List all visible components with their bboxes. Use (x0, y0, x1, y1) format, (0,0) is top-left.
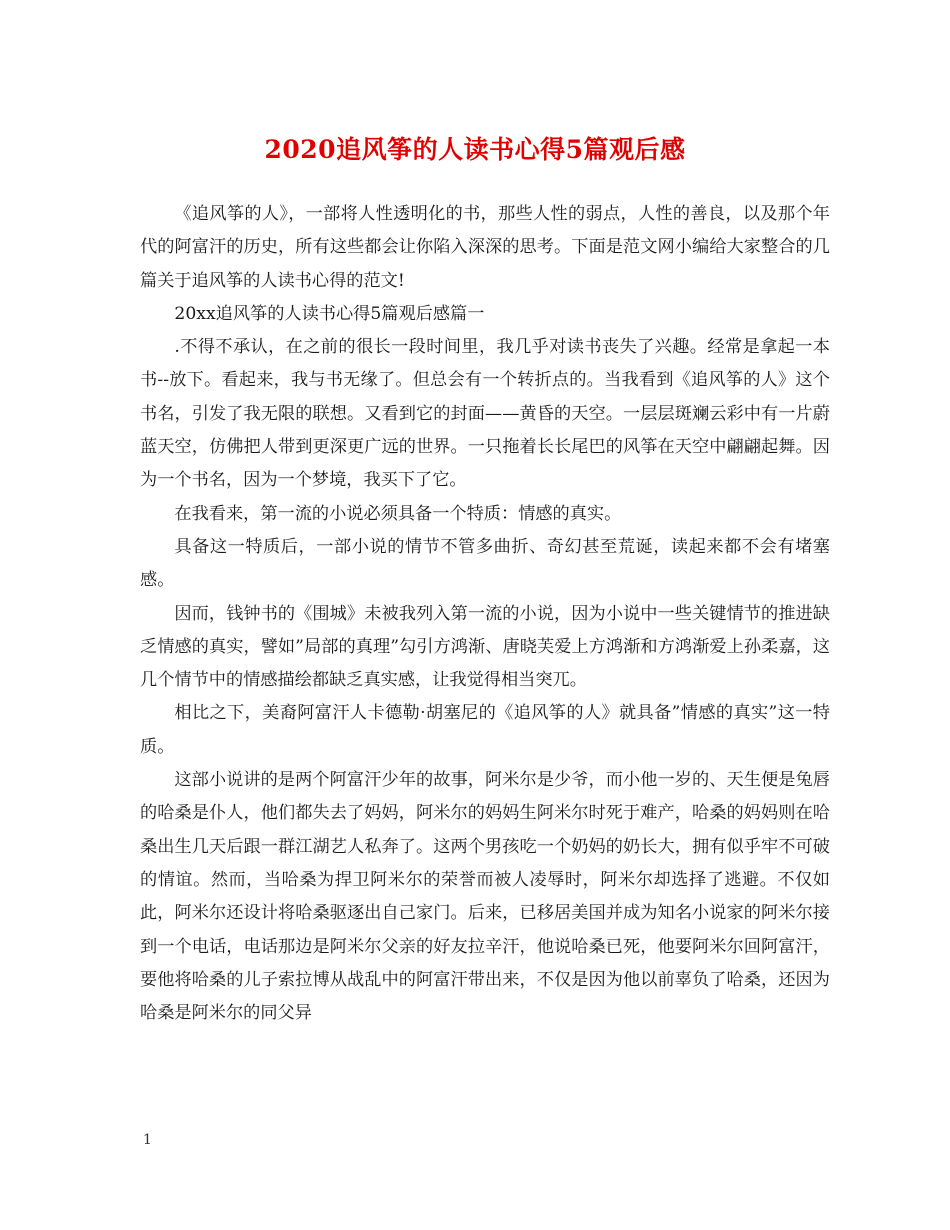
document-body (140, 198, 830, 1030)
paragraph-reading-interest: .不得不承认，在之前的很长一段时间里，我几乎对读书丧失了兴趣。经常是拿起一本书--放下。看起来，我与书无缘了。但总会有一个转折点的。当我看到《追风筝的人》这个书名，引发了我无限的联想。又看到它的封面——黄昏的天空。一层层斑斓云彩中有一片蔚蓝天空，仿佛把人带到更深更广远的世界。一只拖着长长尾巴的风筝在天空中翩翩起舞。因为一个书名，因为一个梦境，我买下了它。 (140, 337, 830, 491)
paragraph-comparison: 相比之下，美裔阿富汗人卡德勒·胡塞尼的《追风筝的人》就具备”情感的真实”这一特质。 (140, 703, 830, 757)
paragraph-story-summary: 这部小说讲的是两个阿富汗少年的故事，阿米尔是少爷，而小他一岁的、天生便是兔唇的哈桑是仆人，他们都失去了妈妈，阿米尔的妈妈生阿米尔时死于难产，哈桑的妈妈则在哈桑出生几天后跟一群江湖艺人私奔了。这两个男孩吃一个奶妈的奶长大，拥有似乎牢不可破的情谊。然而，当哈桑为捍卫阿米尔的荣誉而被人凌辱时，阿米尔却选择了逃避。不仅如此，阿米尔还设计将哈桑驱逐出自己家门。后来，已移居美国并成为知名小说家的阿米尔接到一个电话，电话那边是阿米尔父亲的好友拉辛汗，他说哈桑已死，他要阿米尔回阿富汗，要他将哈桑的儿子索拉博从战乱中的阿富汗带出来，不仅是因为他以前辜负了哈桑，还因为哈桑是阿米尔的同父异 (140, 770, 830, 1024)
paragraph-section-heading: 20xx追风筝的人读书心得5篇观后感篇一 (174, 303, 485, 324)
page-number: 1 (143, 1132, 152, 1148)
document-title: 2020追风筝的人读书心得5篇观后感 (264, 135, 686, 164)
paragraph-first-class-novel: 在我看来，第一流的小说必须具备一个特质：情感的真实。 (174, 503, 622, 524)
paragraph-trait: 具备这一特质后，一部小说的情节不管多曲折、奇幻甚至荒诞，读起来都不会有堵塞感。 (140, 536, 830, 591)
paragraph-intro: 《追风筝的人》，一部将人性透明化的书，那些人性的弱点，人性的善良，以及那个年代的阿富汗的历史，所有这些都会让你陷入深深的思考。下面是范文网小编给大家整合的几篇关于追风筝的人读书心得的范文! (140, 204, 830, 291)
paragraph-fortress-besieged: 因而，钱钟书的《围城》未被我列入第一流的小说，因为小说中一些关键情节的推进缺乏情感的真实，譬如”局部的真理”勾引方鸿渐、唐晓芙爱上方鸿渐和方鸿渐爱上孙柔嘉，这几个情节中的情感描绘都缺乏真实感，让我觉得相当突兀。 (140, 603, 830, 691)
